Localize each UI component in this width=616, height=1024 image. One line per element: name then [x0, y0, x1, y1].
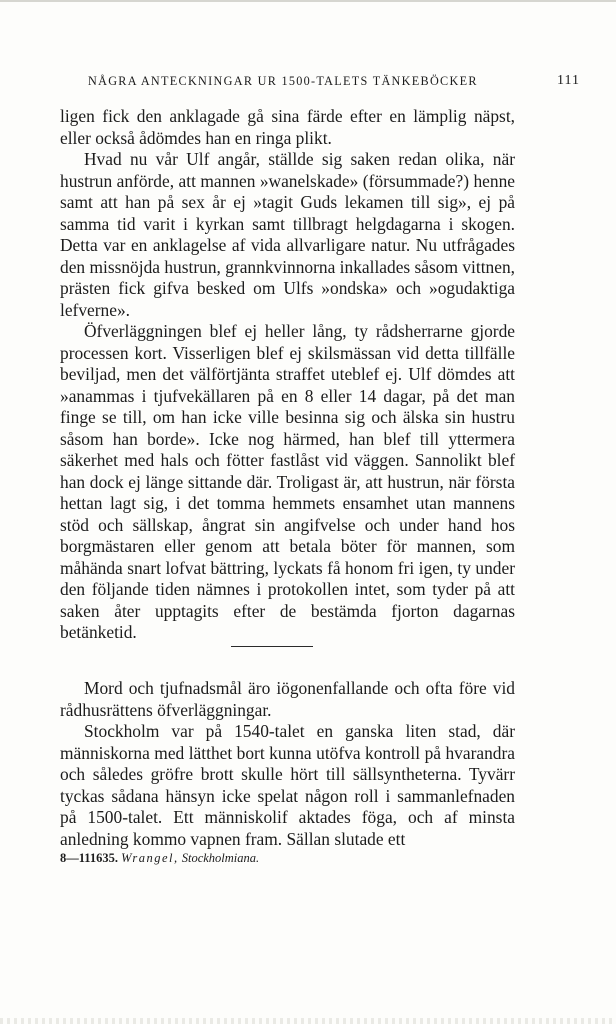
paragraph-continuation: ligen fick den anklagade gå sina färde efter en lämplig näpst, eller också ådömdes han en ringa plikt. — [60, 106, 515, 148]
paragraph-ulf-accusation: Hvad nu vår Ulf angår, ställde sig saken redan olika, när hustrun anförde, att mannen »wanelskade» (försummade?) henne samt att han på sex år ej »tagit Guds lekamen till sig», ej på samma tid varit i kyrkan samt tillbragt helgdagarna i skogen. Detta var en anklagelse af vida allvarligare natur. Nu utfrågades den missnöjda hustrun, grannkvinnorna inkallades såsom vittnen, prästen fick gifva besked om Ulfs »ondska» och »ogudaktiga lefverne». — [60, 149, 515, 320]
footnote-author: Wrangel, — [121, 851, 179, 865]
running-head — [60, 74, 580, 94]
paragraph-stockholm: Stockholm var på 1540-talet en ganska liten stad, där människorna med lätthet bort kunna utöfva kontroll på hvarandra och således gröfre brott skulle hört till sällsyntheterna. Tyvärr tyckas sådana hänsyn icke spelat någon roll i sammanlefnaden på 1500-talet. Ett människolif aktades föga, och af minsta anledning kommo vapnen fram. Sällan slutade ett — [60, 721, 515, 849]
page-top-edge — [0, 0, 616, 2]
section-divider-rule — [231, 646, 313, 647]
running-title: NÅGRA ANTECKNINGAR UR 1500-TALETS TÄNKEBÖCKER — [88, 74, 478, 88]
paragraph-deliberation: Öfverläggningen blef ej heller lång, ty rådsherrarne gjorde processen kort. Visserligen blef ej skilsmässan vid detta tillfälle beviljad, men det välförtjänta straffet uteblef ej. Ulf dömdes att »anammas i tjufvekällaren på en 8 eller 14 dagar, på det man finge se till, om han icke ville besinna sig och älska sin hustru såsom han borde». Icke nog härmed, han blef till yttermera säkerhet med hals och fötter fastlåst vid väggen. Sannolikt blef han dock ej länge sittande där. Troligast är, att hustrun, när första hettan lagt sig, i det tomma hemmets ensamhet utan mannens stöd och sällskap, ångrat sin angifvelse och under hand hos borgmästaren eller genom att betala böter för mannen, som måhända snart lofvat bättring, lyckats få honom fri igen, ty under den följande tiden nämnes i protokollen intet, som tyder på att saken åter upptagits efter de bestämda fjorton dagarnas betänketid. — [60, 321, 515, 642]
page-number: 111 — [557, 73, 580, 88]
footnote-title: Stockholmiana. — [181, 851, 260, 865]
footnote-signature — [60, 851, 259, 866]
body-text-lower — [60, 678, 515, 850]
page-bottom-edge — [0, 1018, 616, 1024]
paragraph-murder-theft: Mord och tjufnadsmål äro iögonenfallande och ofta före vid rådhusrättens öfverläggningar. — [60, 678, 515, 720]
footnote-code: 8—111635. — [60, 851, 118, 865]
body-text-upper — [60, 106, 515, 644]
